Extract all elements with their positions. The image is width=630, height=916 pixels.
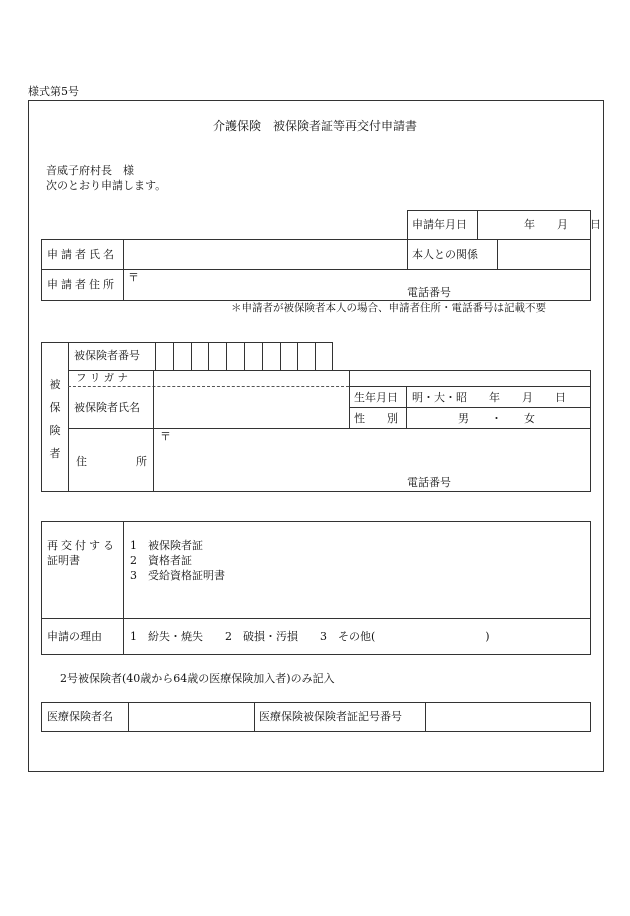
- applicant-phone-label: 電話番号: [407, 286, 451, 299]
- applicant-address-label: 申請者住所: [47, 278, 117, 291]
- reissue-label-line2: 証明書: [47, 554, 80, 567]
- applicant-name-label: 申請者氏名: [47, 248, 117, 261]
- insured-postal-mark: 〒: [160, 430, 171, 443]
- applicant-postal-mark: 〒: [128, 271, 139, 284]
- digit-box-divider: [226, 342, 227, 371]
- insured-name-field[interactable]: [155, 388, 347, 426]
- medical-number-label: 医療保険被保険者証記号番号: [259, 710, 402, 723]
- intro-text: 次のとおり申請します。: [46, 179, 167, 192]
- digit-box-divider: [315, 342, 316, 371]
- insured-number-label: 被保険者番号: [74, 349, 140, 362]
- medical-number-field[interactable]: [427, 704, 589, 730]
- form-number: 様式第5号: [28, 85, 79, 98]
- reason-label: 申請の理由: [47, 630, 102, 643]
- applicant-address-field[interactable]: [125, 271, 589, 299]
- insured-name-label: 被保険者氏名: [74, 401, 140, 414]
- insured-side-label: 被 保 険 者: [49, 378, 61, 460]
- secondary-note: 2号被保険者(40歳から64歳の医療保険加入者)のみ記入: [60, 672, 335, 685]
- digit-box-divider: [208, 342, 209, 371]
- insured-phone-label: 電話番号: [407, 476, 451, 489]
- reissue-label: 再交付する: [47, 539, 117, 552]
- digit-box-divider: [173, 342, 174, 371]
- digit-box-divider: [191, 342, 192, 371]
- relation-label: 本人との関係: [412, 248, 478, 261]
- insured-address-field[interactable]: [155, 430, 589, 490]
- medical-insurer-label: 医療保険者名: [47, 710, 113, 723]
- medical-insurer-field[interactable]: [130, 704, 252, 730]
- applicant-name-field[interactable]: [125, 241, 405, 267]
- digit-box-divider: [262, 342, 263, 371]
- reason-options[interactable]: 1 紛失・焼失 2 破損・汚損 3 その他( ): [130, 630, 490, 643]
- reissue-item[interactable]: 2 資格者証: [130, 554, 192, 567]
- form-title: 介護保険 被保険者証等再交付申請書: [212, 119, 417, 133]
- furigana-field[interactable]: [155, 372, 347, 385]
- birth-date-label: 生年月日: [354, 391, 398, 404]
- insured-address-label-2: 所: [136, 455, 147, 468]
- furigana-label: フ リ ガ ナ: [76, 372, 129, 384]
- relation-field[interactable]: [499, 241, 589, 267]
- digit-box-divider: [297, 342, 298, 371]
- reissue-item[interactable]: 3 受給資格証明書: [130, 569, 225, 582]
- application-date-field[interactable]: 年 月 日: [524, 218, 601, 231]
- birth-date-field[interactable]: 明・大・昭 年 月 日: [412, 391, 566, 404]
- addressee: 音威子府村長 様: [46, 164, 134, 177]
- reissue-item[interactable]: 1 被保険者証: [130, 539, 203, 552]
- sex-field[interactable]: 男 ・ 女: [458, 412, 535, 425]
- insured-address-label-1: 住: [76, 455, 87, 468]
- applicant-note: ＊申請者が被保険者本人の場合、申請者住所・電話番号は記載不要: [231, 302, 546, 314]
- digit-box-divider: [244, 342, 245, 371]
- digit-box-divider: [280, 342, 281, 371]
- application-date-label: 申請年月日: [412, 218, 467, 231]
- sex-label: 性 別: [354, 412, 398, 425]
- insured-number-field[interactable]: [155, 342, 333, 371]
